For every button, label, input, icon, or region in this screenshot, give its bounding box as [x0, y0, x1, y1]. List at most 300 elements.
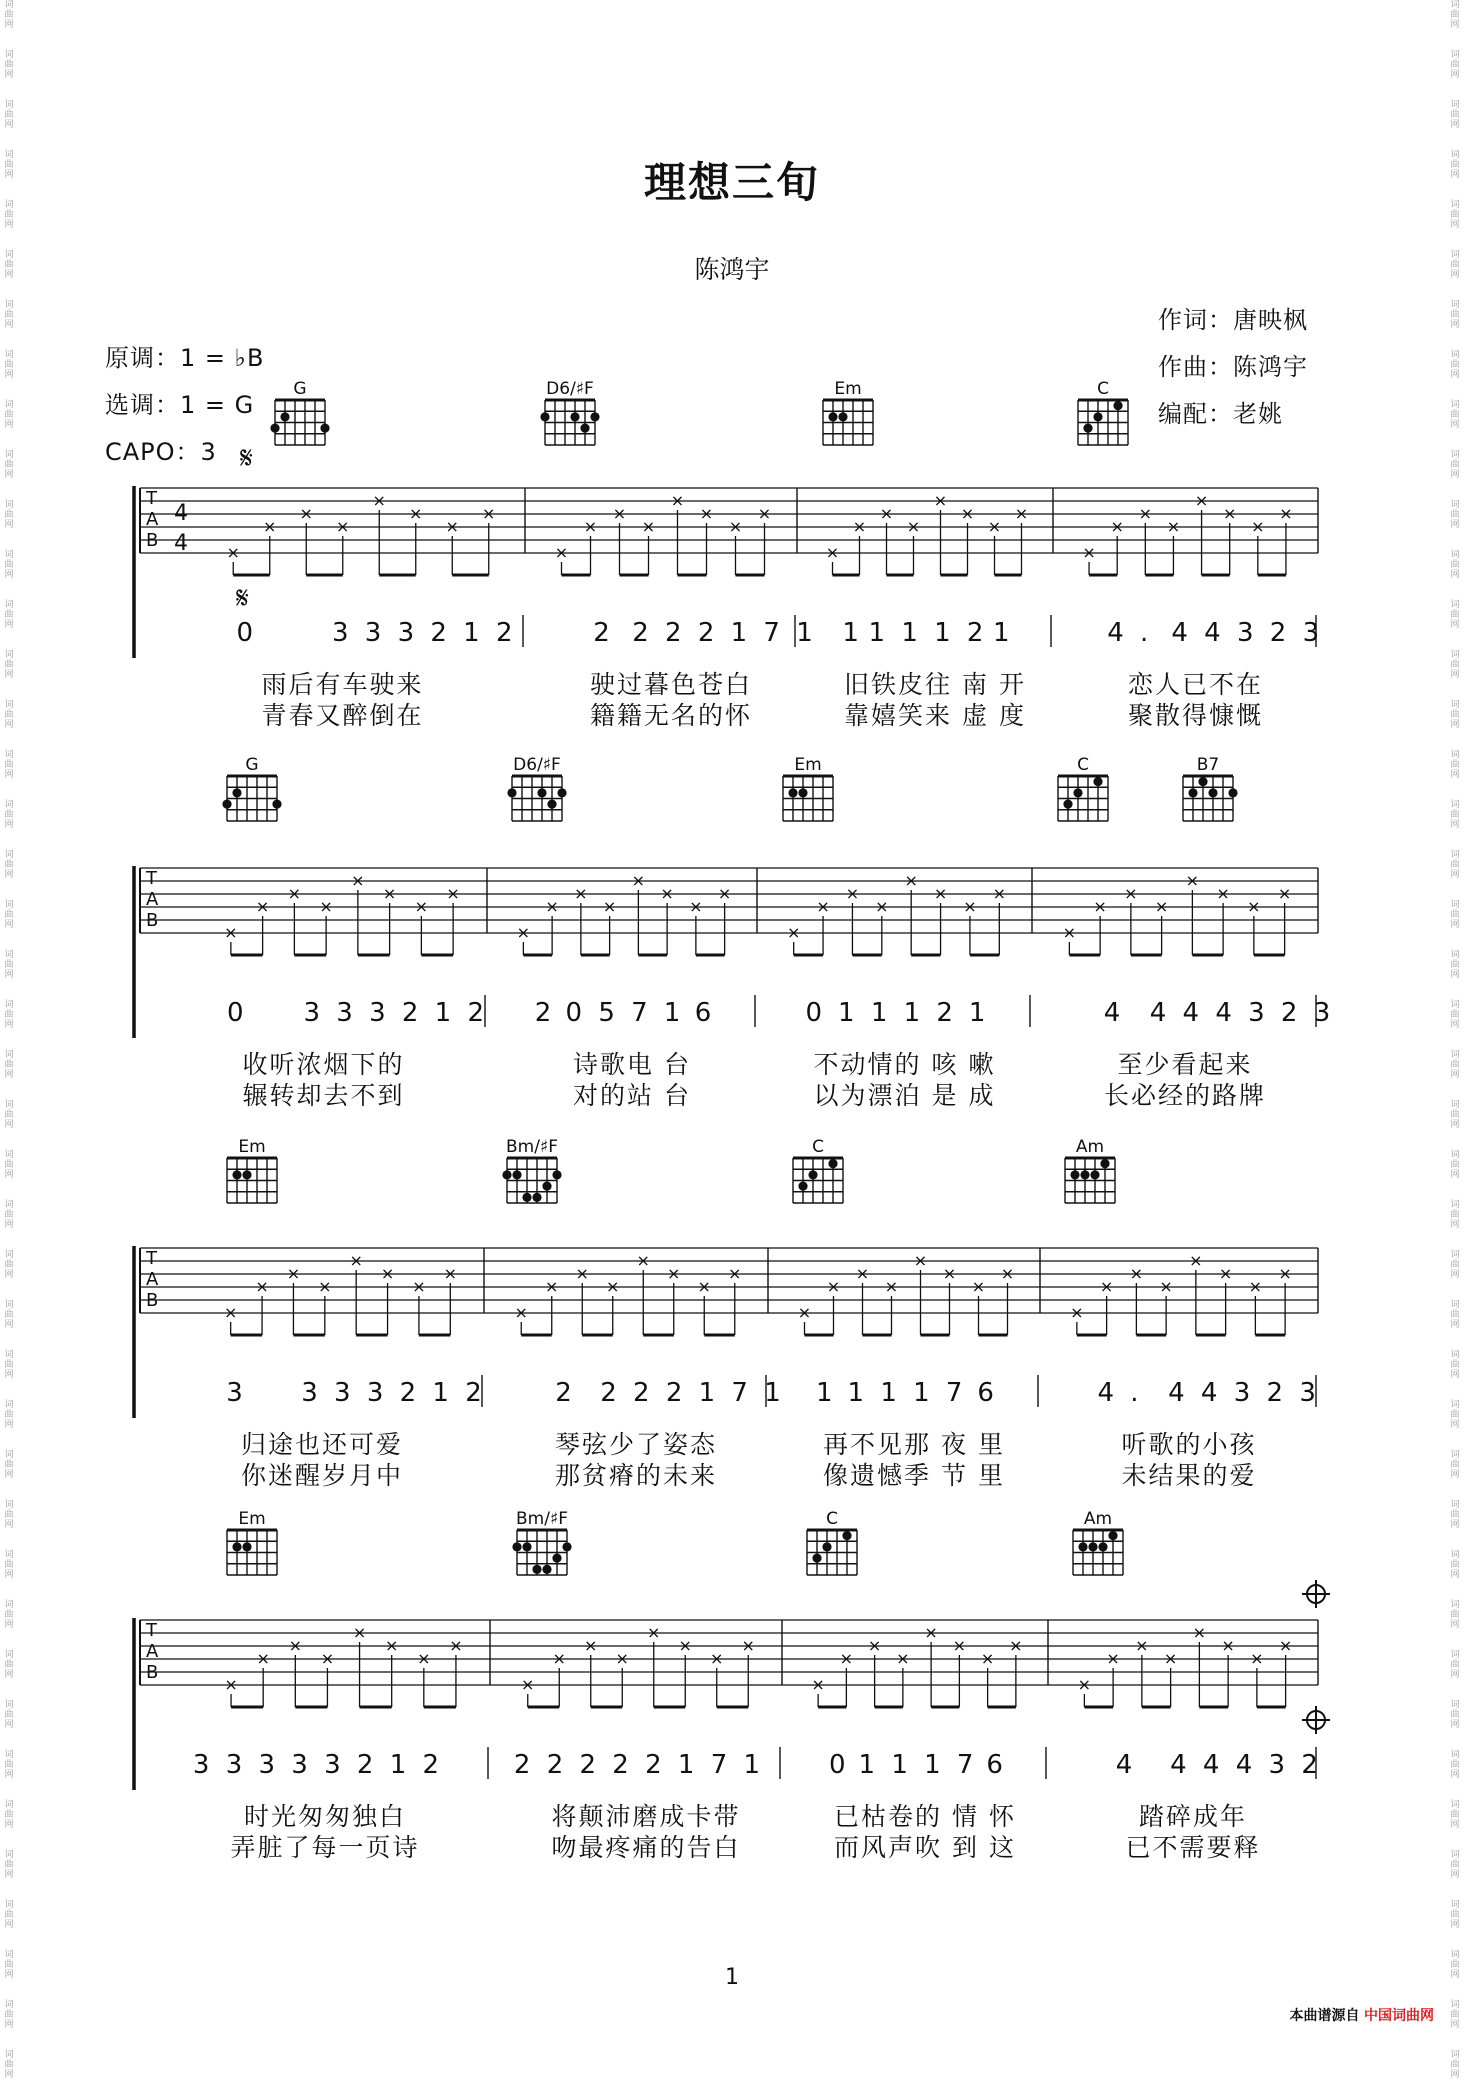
- tab-note-mark: ×: [612, 504, 627, 523]
- tab-note-mark: ×: [728, 1264, 742, 1283]
- chord-diagram: [222, 755, 281, 821]
- tab-note-mark: ×: [1154, 897, 1169, 916]
- finger-dot: [507, 788, 516, 797]
- jianpu-notes: 4 4 3 2 3: [1168, 1378, 1320, 1408]
- finger-dot: [1088, 1542, 1097, 1551]
- lyric-phrase: 再不见那 夜 里: [823, 1430, 1005, 1459]
- tab-note-mark: ×: [636, 1251, 650, 1270]
- tab-note-mark: ×: [545, 1277, 559, 1296]
- finger-dot: [1093, 777, 1102, 786]
- tab-note-mark: ×: [697, 1277, 711, 1296]
- segno-sign: 𝄋: [240, 441, 253, 476]
- tab-note-mark: ×: [1163, 1649, 1178, 1668]
- tab-note-mark: ×: [1014, 504, 1029, 523]
- jianpu-notes: 2: [555, 1378, 576, 1408]
- tab-note-mark: ×: [1159, 1277, 1173, 1296]
- lyric-phrase: 归途也还可爱: [240, 1430, 404, 1459]
- source-label: 本曲谱源自: [1289, 2008, 1360, 2024]
- lyric-phrase: 靠嬉笑来 虚 度: [844, 701, 1026, 730]
- tab-note-mark: ×: [224, 923, 238, 942]
- tab-note-mark: ×: [1247, 897, 1261, 916]
- tab-note-mark: ×: [1070, 1303, 1084, 1322]
- finger-dot: [512, 1542, 521, 1551]
- tab-note-mark: ×: [602, 897, 617, 916]
- jianpu-notes: 3: [226, 1378, 247, 1408]
- tab-note-mark: ×: [1135, 1636, 1149, 1655]
- finger-dot: [1108, 1531, 1117, 1540]
- measure-notation: [806, 998, 990, 1028]
- chord-name: Bm/♯F: [516, 1509, 568, 1529]
- chord-name: C: [812, 1137, 824, 1157]
- tab-note-mark: ×: [1192, 1623, 1207, 1642]
- jianpu-notes: 4 .: [1097, 1378, 1143, 1408]
- lyric-phrase: 收听浓烟下的: [242, 1050, 405, 1079]
- measure-notation: [593, 618, 817, 648]
- lyric-phrase: 未结果的爱: [1121, 1461, 1257, 1490]
- finger-dot: [522, 1542, 531, 1551]
- tab-clef-letter: T: [146, 868, 157, 889]
- tab-note-mark: ×: [1129, 1264, 1144, 1283]
- tab-note-mark: ×: [1099, 1277, 1114, 1296]
- lyric-phrase: 对的站 台: [573, 1081, 691, 1110]
- time-signature-bottom: 4: [174, 531, 188, 556]
- chord-name: Em: [794, 755, 822, 775]
- tab-note-mark: ×: [963, 897, 977, 916]
- finger-dot: [798, 1182, 807, 1191]
- tab-note-mark: ×: [971, 1277, 986, 1296]
- tab-note-mark: ×: [641, 517, 656, 536]
- tab-note-mark: ×: [867, 1636, 882, 1655]
- tab-note-mark: ×: [987, 517, 1002, 536]
- tab-note-mark: ×: [319, 897, 333, 916]
- tab-clef-letter: A: [146, 889, 159, 910]
- tab-note-mark: ×: [318, 1277, 332, 1296]
- jianpu-notes: 2 2 2 1 7 1: [600, 1378, 785, 1408]
- lyric-phrase: 恋人已不在: [1127, 670, 1264, 699]
- lyric-phrase: 那贫瘠的未来: [554, 1461, 718, 1490]
- tab-clef-letter: B: [146, 1662, 159, 1683]
- measure-notation: [1104, 998, 1335, 1028]
- lyric-phrase: 已不需要释: [1125, 1833, 1261, 1862]
- finger-dot: [1113, 401, 1122, 410]
- chord-name: D6/♯F: [546, 379, 594, 399]
- lyric-phrase: 雨后有车驶来: [261, 670, 424, 699]
- jianpu-notes: 0: [829, 1750, 850, 1780]
- tab-note-mark: ×: [1082, 543, 1096, 562]
- lyric-phrase: 弄脏了每一页诗: [230, 1833, 420, 1862]
- original-key: 原调：1 = ♭B: [105, 344, 265, 372]
- lyric-phrase: 听歌的小孩: [1121, 1430, 1257, 1459]
- tab-note-mark: ×: [382, 884, 397, 903]
- finger-dot: [512, 1170, 521, 1179]
- finger-dot: [1208, 788, 1217, 797]
- finger-dot: [222, 800, 231, 809]
- tab-clef-letter: A: [146, 1269, 159, 1290]
- lyric-phrase: 辗转却去不到: [242, 1081, 405, 1110]
- finger-dot: [232, 1542, 241, 1551]
- tab-note-mark: ×: [521, 1675, 535, 1694]
- tab-note-mark: ×: [384, 1636, 399, 1655]
- finger-dot: [542, 1565, 551, 1574]
- chord-name: G: [293, 379, 307, 399]
- jianpu-notes: 2: [534, 998, 556, 1028]
- lyric-phrase: 已枯卷的 情 怀: [834, 1802, 1016, 1831]
- tab-note-mark: ×: [255, 1277, 269, 1296]
- tab-note-mark: ×: [631, 871, 646, 890]
- tab-note-mark: ×: [1216, 884, 1230, 903]
- finger-dot: [1100, 1159, 1109, 1168]
- finger-dot: [502, 1170, 511, 1179]
- finger-dot: [272, 800, 281, 809]
- tab-clef-letter: T: [146, 488, 157, 509]
- tab-note-mark: ×: [1093, 897, 1107, 916]
- tab-note-mark: ×: [906, 517, 921, 536]
- finger-dot: [562, 1542, 571, 1551]
- finger-dot: [552, 1170, 561, 1179]
- chord-name: Am: [1075, 1137, 1105, 1157]
- tab-note-mark: ×: [1110, 517, 1124, 536]
- tab-note-mark: ×: [223, 1303, 238, 1322]
- tab-note-mark: ×: [710, 1649, 724, 1668]
- finger-dot: [798, 788, 807, 797]
- tab-note-mark: ×: [786, 923, 801, 942]
- jianpu-notes: 6: [977, 1378, 998, 1408]
- tab-note-mark: ×: [667, 1264, 681, 1283]
- source-note: [1290, 2005, 1434, 2025]
- segno-sign: 𝄋: [236, 581, 249, 616]
- jianpu-notes: 2 2 2 2 2 1 7 1: [513, 1750, 765, 1780]
- finger-dot: [1080, 1170, 1089, 1179]
- tab-note-mark: ×: [884, 1277, 899, 1296]
- lyric-phrase: 将颠沛磨成卡带: [551, 1802, 741, 1831]
- tab-note-mark: ×: [670, 491, 685, 510]
- tab-note-mark: ×: [924, 1623, 938, 1642]
- chord-name: C: [826, 1509, 838, 1529]
- tab-note-mark: ×: [1062, 923, 1077, 942]
- tab-note-mark: ×: [933, 884, 948, 903]
- tab-note-mark: ×: [288, 1636, 303, 1655]
- tab-note-mark: ×: [992, 884, 1007, 903]
- tab-note-mark: ×: [933, 491, 948, 510]
- tab-note-mark: ×: [446, 884, 460, 903]
- chord-name: Am: [1083, 1509, 1113, 1529]
- chord-name: Em: [238, 1509, 266, 1529]
- jianpu-notes: 0: [805, 998, 827, 1028]
- chord-name: D6/♯F: [513, 755, 561, 775]
- jianpu-notes: 1: [968, 998, 990, 1028]
- measure-notation: [535, 998, 716, 1028]
- finger-dot: [842, 1531, 851, 1540]
- tab-note-mark: ×: [942, 1264, 957, 1283]
- measure-notation: [226, 1378, 486, 1408]
- chord-diagram: [1065, 1137, 1115, 1203]
- page-number: 1: [725, 1965, 739, 1990]
- chord-diagram: [540, 379, 599, 445]
- jianpu-notes: 3 3 3 3 3 2 1 2: [192, 1750, 444, 1780]
- tab-note-mark: ×: [583, 517, 598, 536]
- jianpu-notes: 4: [1103, 998, 1125, 1028]
- measure-notation: [193, 1750, 443, 1780]
- jianpu-notes: 4: [1115, 1750, 1137, 1780]
- tab-note-mark: ×: [1166, 517, 1181, 536]
- jianpu-notes: 1 1 1 2: [838, 998, 957, 1028]
- lyric-phrase: 琴弦少了姿态: [554, 1430, 718, 1459]
- tab-note-mark: ×: [615, 1649, 629, 1668]
- tab-note-mark: ×: [797, 1303, 812, 1322]
- tab-note-mark: ×: [552, 1649, 566, 1668]
- tab-note-mark: ×: [1222, 504, 1237, 523]
- finger-dot: [838, 412, 847, 421]
- finger-dot: [1083, 424, 1092, 433]
- tab-note-mark: ×: [1250, 1649, 1264, 1668]
- tab-note-mark: ×: [554, 543, 569, 562]
- tab-note-mark: ×: [256, 1649, 270, 1668]
- tab-note-mark: ×: [574, 884, 588, 903]
- chord-diagram: [783, 755, 833, 821]
- tab-note-mark: ×: [606, 1277, 620, 1296]
- chord-diagram: [507, 755, 566, 821]
- tab-note-mark: ×: [855, 1264, 870, 1283]
- tab-note-mark: ×: [811, 1675, 825, 1694]
- tab-note-mark: ×: [286, 1264, 301, 1283]
- finger-dot: [1198, 777, 1207, 786]
- tab-note-mark: ×: [224, 1675, 238, 1694]
- tab-note-mark: ×: [412, 1277, 426, 1296]
- lyric-phrase: 踏碎成年: [1138, 1802, 1248, 1831]
- chord-name: C: [1097, 379, 1109, 399]
- lyric-phrase: 聚散得慷慨: [1127, 701, 1264, 730]
- lyric-phrase: 你迷醒岁月中: [240, 1461, 404, 1490]
- tab-note-mark: ×: [1106, 1649, 1120, 1668]
- chord-diagram: [793, 1137, 843, 1203]
- jianpu-notes: 1: [993, 618, 1014, 648]
- lyric-phrase: 不动情的 咳 嗽: [813, 1050, 996, 1079]
- lyric-phrase: 至少看起来: [1117, 1050, 1253, 1079]
- chord-diagram: [227, 1509, 277, 1575]
- jianpu-notes: 0: [226, 998, 248, 1028]
- finger-dot: [270, 424, 279, 433]
- lyric-phrase: 旧铁皮往 南 开: [844, 670, 1026, 699]
- measure-notation: [1107, 618, 1323, 648]
- coda-sign: [1302, 1706, 1330, 1734]
- side-watermark-left: 词 曲 网 词 曲 网 词 曲 网 词 曲 网 词 曲 网 词 曲 网 词 曲 网 词 曲 网 词 曲 网 词 曲 网 词 曲 网 词 曲 网 词 曲 网 词 曲 网 词 曲 网 词 曲 网 词 曲 网 词 曲 网 词 曲 网 词 曲 网 词 曲 网 词 曲 网 词 曲 网 词 曲 网 词 曲 网 词 曲 网 词 曲 网 词 曲 网 词 曲 网 词 曲 网 词 曲 网 词 曲 网 词 曲 网 词 曲 网 词 曲 网 词 曲 网 词 曲 网 词 曲 网 词 曲 网 词 曲 网 词 曲 网 词 曲 网: [4, 0, 14, 2080]
- side-watermark-right: 词 曲 网 词 曲 网 词 曲 网 词 曲 网 词 曲 网 词 曲 网 词 曲 网 词 曲 网 词 曲 网 词 曲 网 词 曲 网 词 曲 网 词 曲 网 词 曲 网 词 曲 网 词 曲 网 词 曲 网 词 曲 网 词 曲 网 词 曲 网 词 曲 网 词 曲 网 词 曲 网 词 曲 网 词 曲 网 词 曲 网 词 曲 网 词 曲 网 词 曲 网 词 曲 网 词 曲 网 词 曲 网 词 曲 网 词 曲 网 词 曲 网 词 曲 网 词 曲 网 词 曲 网 词 曲 网 词 曲 网 词 曲 网 词 曲 网: [1450, 0, 1460, 2080]
- finger-dot: [320, 424, 329, 433]
- tab-note-mark: ×: [1077, 1675, 1092, 1694]
- measure-notation: [842, 618, 1013, 648]
- tab-clef-letter: B: [146, 530, 159, 551]
- tab-note-mark: ×: [482, 504, 496, 523]
- finger-dot: [1093, 412, 1102, 421]
- tab-clef-letter: T: [146, 1248, 157, 1269]
- measure-notation: [829, 1750, 1007, 1780]
- measure-notation: [555, 1378, 785, 1408]
- lyric-phrase: 长必经的路牌: [1103, 1081, 1267, 1110]
- tab-note-mark: ×: [255, 897, 270, 916]
- finger-dot: [570, 412, 579, 421]
- lyric-phrase: 青春又醉倒在: [261, 701, 424, 730]
- chord-diagram: [1078, 379, 1128, 445]
- jianpu-notes: 6: [986, 1750, 1007, 1780]
- artist-name: 陈鸿宇: [694, 255, 770, 284]
- chord-name: Bm/♯F: [506, 1137, 558, 1157]
- measure-notation: [514, 1750, 764, 1780]
- jianpu-notes: 0: [236, 618, 258, 648]
- tab-note-mark: ×: [449, 1636, 463, 1655]
- chord-name: Em: [834, 379, 862, 399]
- finger-dot: [1188, 788, 1197, 797]
- tab-note-mark: ×: [647, 1623, 661, 1642]
- chord-diagram: [512, 1509, 571, 1575]
- jianpu-notes: 1 1 1 7: [847, 1378, 967, 1408]
- tab-clef-letter: A: [146, 509, 159, 530]
- lyric-phrase: 吻最疼痛的告白: [551, 1833, 741, 1862]
- tab-note-mark: ×: [845, 884, 860, 903]
- jianpu-notes: 2: [593, 618, 614, 648]
- time-signature-top: 4: [174, 501, 188, 526]
- finger-dot: [547, 800, 556, 809]
- measure-notation: [236, 618, 516, 648]
- finger-dot: [812, 1554, 821, 1563]
- tab-note-mark: ×: [660, 884, 674, 903]
- chord-name: C: [1077, 755, 1089, 775]
- chord-diagram: [1058, 755, 1108, 821]
- chord-diagram: [1073, 1509, 1123, 1575]
- tab-note-mark: ×: [1221, 1636, 1235, 1655]
- tab-note-mark: ×: [960, 504, 975, 523]
- tab-note-mark: ×: [1194, 491, 1209, 510]
- tab-note-mark: ×: [516, 923, 531, 942]
- capo-setting: CAPO：3: [105, 438, 217, 466]
- tab-note-mark: ×: [414, 897, 429, 916]
- tab-note-mark: ×: [717, 884, 732, 903]
- finger-dot: [808, 1170, 817, 1179]
- tab-note-mark: ×: [1009, 1636, 1023, 1655]
- jianpu-notes: 4 4 3 2 3: [1171, 618, 1324, 648]
- finger-dot: [788, 788, 797, 797]
- lyric-phrase: 像遗憾季 节 里: [823, 1461, 1005, 1490]
- finger-dot: [580, 424, 589, 433]
- finger-dot: [1098, 1542, 1107, 1551]
- tab-note-mark: ×: [816, 897, 830, 916]
- tab-note-mark: ×: [825, 543, 840, 562]
- measure-notation: [816, 1378, 998, 1408]
- tab-note-mark: ×: [826, 1277, 841, 1296]
- tab-note-mark: ×: [1279, 504, 1293, 523]
- composer-credit: 作曲：陈鸿宇: [1158, 353, 1308, 381]
- tab-note-mark: ×: [320, 1649, 335, 1668]
- tab-note-mark: ×: [1185, 871, 1200, 890]
- tab-note-mark: ×: [336, 517, 350, 536]
- measure-notation: [1097, 1378, 1319, 1408]
- finger-dot: [828, 1159, 837, 1168]
- jianpu-notes: 4 4 4 3 2: [1170, 1750, 1322, 1780]
- tab-note-mark: ×: [226, 543, 240, 562]
- tab-note-mark: ×: [741, 1636, 755, 1655]
- finger-dot: [242, 1170, 251, 1179]
- chord-diagram: [807, 1509, 857, 1575]
- arranger-credit: 编配：老姚: [1158, 400, 1283, 428]
- finger-dot: [542, 1182, 551, 1191]
- tab-note-mark: ×: [852, 517, 867, 536]
- tab-note-mark: ×: [349, 1251, 363, 1270]
- jianpu-notes: 1: [816, 1378, 837, 1408]
- tab-note-mark: ×: [1251, 517, 1265, 536]
- lyric-phrase: 时光匆匆独白: [243, 1802, 407, 1831]
- tab-note-mark: ×: [409, 504, 423, 523]
- tab-note-mark: ×: [689, 897, 703, 916]
- finger-dot: [537, 788, 546, 797]
- lyric-phrase: 诗歌电 台: [573, 1050, 691, 1079]
- jianpu-notes: 4 4 4 3 2 3: [1149, 998, 1335, 1028]
- tab-note-mark: ×: [263, 517, 277, 536]
- tab-note-mark: ×: [678, 1636, 692, 1655]
- tab-note-mark: ×: [287, 884, 302, 903]
- chord-name: G: [245, 755, 259, 775]
- jianpu-notes: 2 2 2 1 7 1: [632, 618, 817, 648]
- tab-note-mark: ×: [372, 491, 386, 510]
- finger-dot: [1070, 1170, 1079, 1179]
- tab-note-mark: ×: [380, 1264, 395, 1283]
- lyric-phrase: 驶过暮色苍白: [589, 670, 753, 699]
- tab-note-mark: ×: [879, 504, 894, 523]
- lyricist-credit: 作词：唐映枫: [1158, 306, 1308, 334]
- chord-diagram: [502, 1137, 561, 1203]
- finger-dot: [1228, 788, 1237, 797]
- tab-note-mark: ×: [913, 1251, 928, 1270]
- jianpu-notes: 6: [694, 998, 716, 1028]
- finger-dot: [242, 1542, 251, 1551]
- tab-note-mark: ×: [584, 1636, 598, 1655]
- song-title: 理想三旬: [643, 158, 820, 207]
- tab-clef-letter: A: [146, 1641, 159, 1662]
- jianpu-notes: 3 3 3 2 1 2: [331, 618, 517, 648]
- tab-note-mark: ×: [728, 517, 743, 536]
- tab-clef-letter: T: [146, 1620, 157, 1641]
- tab-note-mark: ×: [351, 871, 365, 890]
- tab-note-mark: ×: [1124, 884, 1138, 903]
- finger-dot: [590, 412, 599, 421]
- jianpu-notes: 1 1 1 2: [868, 618, 988, 648]
- selected-key: 选调：1 = G: [105, 391, 255, 419]
- tab-note-mark: ×: [1278, 1264, 1292, 1283]
- chord-name: Em: [238, 1137, 266, 1157]
- tab-note-mark: ×: [1218, 1264, 1233, 1283]
- tab-note-mark: ×: [839, 1649, 854, 1668]
- tab-note-mark: ×: [1278, 1636, 1293, 1655]
- chord-diagram: [823, 379, 873, 445]
- finger-dot: [1063, 800, 1072, 809]
- tab-note-mark: ×: [514, 1303, 528, 1322]
- finger-dot: [522, 1193, 531, 1202]
- tab-note-mark: ×: [904, 871, 918, 890]
- tab-note-mark: ×: [1189, 1251, 1203, 1270]
- tab-note-mark: ×: [352, 1623, 367, 1642]
- coda-sign: [1302, 1580, 1330, 1608]
- finger-dot: [1090, 1170, 1099, 1179]
- finger-dot: [1078, 1542, 1087, 1551]
- jianpu-notes: 3 3 3 2 1 2: [303, 998, 489, 1028]
- tab-note-mark: ×: [1248, 1277, 1263, 1296]
- finger-dot: [557, 788, 566, 797]
- tab-clef-letter: B: [146, 1290, 159, 1311]
- tab-note-mark: ×: [1138, 504, 1153, 523]
- tab-clef-letter: B: [146, 910, 159, 931]
- finger-dot: [540, 412, 549, 421]
- lyric-phrase: 而风声吹 到 这: [834, 1833, 1016, 1862]
- tab-note-mark: ×: [443, 1264, 458, 1283]
- jianpu-notes: 1: [842, 618, 863, 648]
